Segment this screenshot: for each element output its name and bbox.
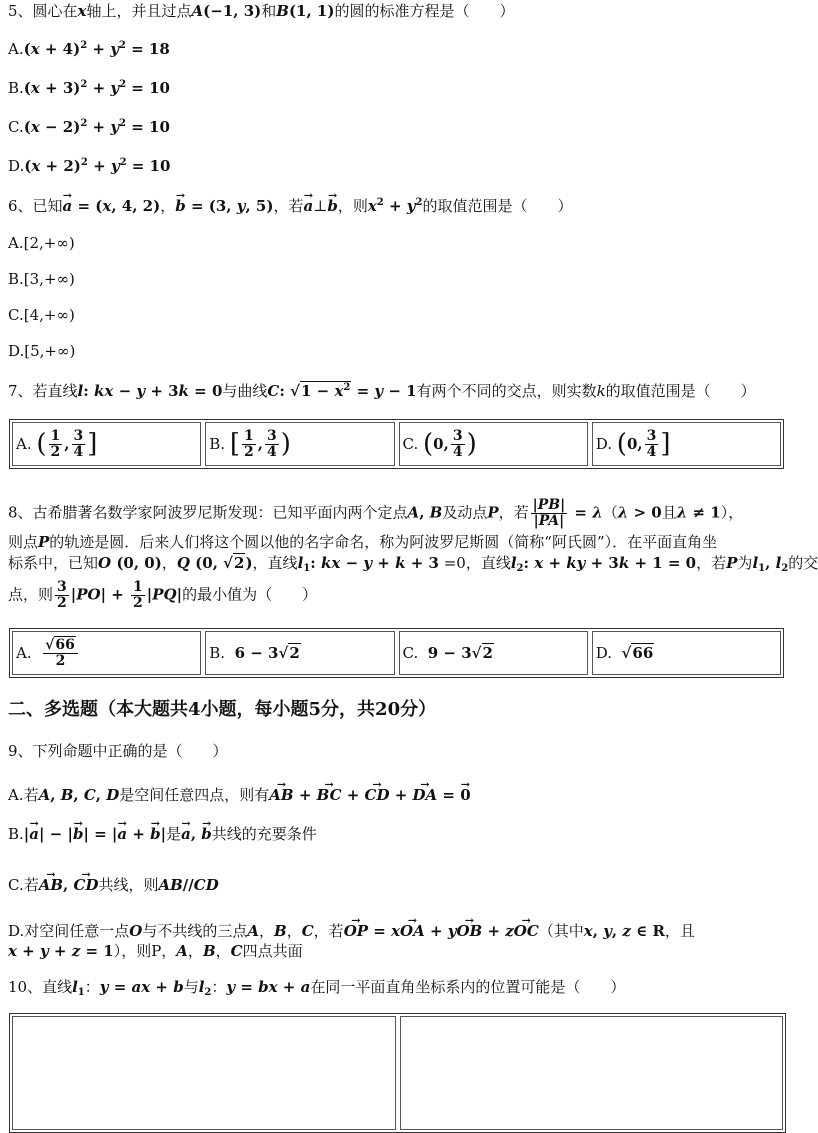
q9-stem: 9、下列命题中正确的是（ ） [8,742,228,760]
q5-option-b[interactable]: $B.(x + 3)^2 + y^2 = 10$ [8,79,170,97]
q6-option-c[interactable]: C.[4,+∞) [8,306,75,324]
q6-stem: 6、已知→ a = (x, 4, 2)，→ b = (3, y, 5)，若→ a⊥→ b，则$x^2 + y^2$的取值范围是（ ） [8,196,572,216]
q10-graph-options [9,1013,786,1133]
q8-stem-line4: 点，则 $\frac{3}{2}$ |PO| + $\frac{1}{2}$ |PQ|的最小值为（ ） [8,579,318,611]
q8-option-b[interactable]: B. 6 − 3√2 [205,631,394,675]
q9-option-d-line2[interactable]: x + y + z = 1），则P，A，B，C四点共面 [8,942,303,960]
q7-stem: 7、若直线l: kx − y + 3k = 0与曲线C: $√1 - x^2 = y - 1$有两个不同的交点，则实数k的取值范围是（ ） [8,382,756,400]
q9-option-b[interactable]: B.|→ a| − |→ b| = |→ a + → b|是→ a, → b共线的充要条件 [8,824,317,844]
q7-option-d[interactable]: D. ( 0, $\frac{3}{4}$ ] [592,422,781,466]
q5-option-c[interactable]: $C.(x - 2)^2 + y^2 = 10$ [8,118,170,136]
q10-graph-cell-2[interactable] [400,1016,784,1130]
q6-option-d[interactable]: D.[5,+∞) [8,342,76,360]
q8-options [9,628,784,678]
q5-option-d[interactable]: $D.(x + 2)^2 + y^2 = 10$ [8,157,171,175]
q9-option-a[interactable]: A.若A, B, C, D是空间任意四点，则有→ AB + → BC + → CD + → DA = → 0 [8,785,471,805]
q8-stem-line3: 标系中，已知O (0, 0)，Q (0, √2)，直线$l_1$: kx − y + k + 3 =0，直线$l_2$: x + ky + 3k + 1 = 0，若P为$l_1$, $l_2$的交 [8,554,818,574]
q7-option-a[interactable]: A. ( $\frac{1}{2}$ , $\frac{3}{4}$ ] [12,422,201,466]
q9-option-c[interactable]: C.若→ AB, → CD共线，则AB//CD [8,875,219,895]
q8-option-d[interactable]: D. √66 [592,631,781,675]
q8-stem-line2: 则点P的轨迹是圆．后来人们将这个圆以他的名字命名，称为阿波罗尼斯圆（简称“阿氏圆”）．在平面直角坐 [8,533,718,551]
q5-option-a[interactable]: $A.(x + 4)^2 + y^2 = 18$ [8,40,170,58]
q8-stem-line1: 8、古希腊著名数学家阿波罗尼斯发现：已知平面内两个定点A, B及动点P，若 $\frac{|PB|}{|PA|}$ = λ（λ > 0且λ ≠ 1）， [8,497,744,529]
q10-stem: 10、直线$l_1$：y = ax + b与$l_2$：y = bx + a在同一平面直角坐标系内的位置可能是（ ） [8,978,626,998]
q8-option-c[interactable]: C. 9 − 3√2 [399,631,588,675]
q6-option-b[interactable]: B.[3,+∞) [8,270,75,288]
q10-graph-cell-1[interactable] [12,1016,396,1130]
q7-option-c[interactable]: C. ( 0, $\frac{3}{4}$ ) [399,422,588,466]
q9-option-d-line1[interactable]: D.对空间任意一点O与不共线的三点A，B，C，若→ OP = x→ OA + y→ OB + z→ OC（其中x, y, z ∈ R，且 [8,921,695,941]
q6-option-a[interactable]: A.[2,+∞) [8,234,75,252]
q7-option-b[interactable]: B. [ $\frac{1}{2}$ , $\frac{3}{4}$ ) [205,422,394,466]
q8-option-a[interactable]: A. $\frac{√66}{2}$ [12,631,201,675]
q5-stem: 5、圆心在x轴上，并且过点A(−1, 3)和B(1, 1)的圆的标准方程是（ ） [8,2,515,20]
q7-options [9,419,784,469]
section-title: 二、多选题（本大题共4小题，每小题5分，共20分） [8,699,437,720]
